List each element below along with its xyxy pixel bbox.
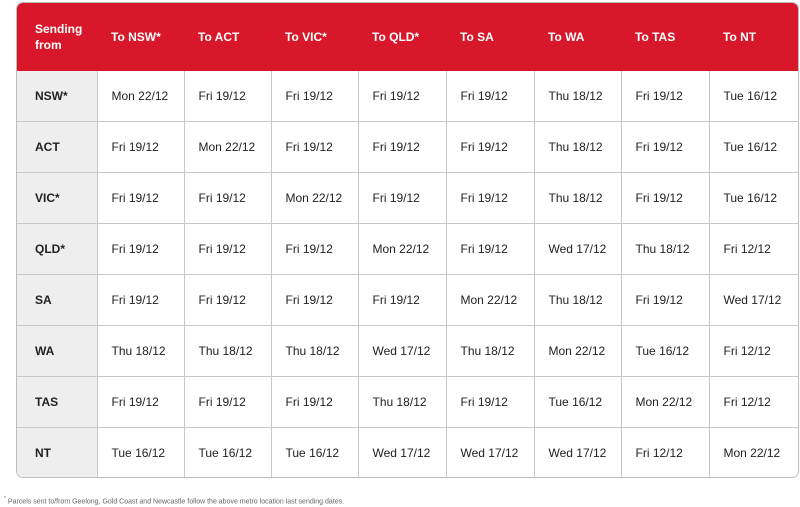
table-cell: Fri 19/12 xyxy=(97,122,184,173)
table-cell: Fri 19/12 xyxy=(184,71,271,122)
table-cell: Fri 19/12 xyxy=(271,224,358,275)
table-cell: Fri 19/12 xyxy=(621,122,709,173)
table-cell: Wed 17/12 xyxy=(534,224,621,275)
table-cell: Tue 16/12 xyxy=(184,428,271,479)
table-cell: Wed 17/12 xyxy=(358,428,446,479)
table-row xyxy=(17,326,798,377)
table-cell: Thu 18/12 xyxy=(534,173,621,224)
table-cell: Fri 12/12 xyxy=(621,428,709,479)
table-cell: Wed 17/12 xyxy=(358,326,446,377)
table-cell: Fri 19/12 xyxy=(358,71,446,122)
header-cell-to-nt: To NT xyxy=(709,3,798,71)
table-cell: Thu 18/12 xyxy=(621,224,709,275)
table-cell: Mon 22/12 xyxy=(621,377,709,428)
table-cell: Tue 16/12 xyxy=(709,122,798,173)
table-cell: Fri 19/12 xyxy=(446,173,534,224)
table-cell: Fri 19/12 xyxy=(184,224,271,275)
table-cell: Fri 19/12 xyxy=(271,71,358,122)
table-cell: Fri 19/12 xyxy=(621,275,709,326)
row-header-act: ACT xyxy=(17,122,97,173)
row-header-nsw: NSW* xyxy=(17,71,97,122)
table-cell: Fri 12/12 xyxy=(709,224,798,275)
table-cell: Tue 16/12 xyxy=(621,326,709,377)
table-cell: Fri 19/12 xyxy=(446,377,534,428)
table-cell: Mon 22/12 xyxy=(534,326,621,377)
header-cell-sending-from: Sending from xyxy=(17,3,97,71)
table-cell: Wed 17/12 xyxy=(446,428,534,479)
table-cell: Fri 19/12 xyxy=(97,173,184,224)
table-cell: Fri 19/12 xyxy=(358,122,446,173)
header-cell-to-wa: To WA xyxy=(534,3,621,71)
table-cell: Fri 19/12 xyxy=(358,275,446,326)
table-row xyxy=(17,122,798,173)
footnote xyxy=(4,496,344,505)
table-cell: Fri 19/12 xyxy=(358,173,446,224)
table-row xyxy=(17,224,798,275)
table-cell: Fri 19/12 xyxy=(621,173,709,224)
row-header-qld: QLD* xyxy=(17,224,97,275)
header-cell-to-vic: To VIC* xyxy=(271,3,358,71)
table-cell: Fri 19/12 xyxy=(271,377,358,428)
table-cell: Fri 19/12 xyxy=(446,224,534,275)
row-header-nt: NT xyxy=(17,428,97,479)
table-cell: Fri 12/12 xyxy=(709,377,798,428)
table-cell: Mon 22/12 xyxy=(446,275,534,326)
table-cell: Tue 16/12 xyxy=(709,71,798,122)
table-cell: Mon 22/12 xyxy=(709,428,798,479)
table-cell: Tue 16/12 xyxy=(709,173,798,224)
header-cell-to-sa: To SA xyxy=(446,3,534,71)
table-cell: Thu 18/12 xyxy=(358,377,446,428)
table-row xyxy=(17,377,798,428)
table-cell: Thu 18/12 xyxy=(534,71,621,122)
sending-dates-table xyxy=(17,3,798,478)
table-cell: Tue 16/12 xyxy=(97,428,184,479)
row-header-sa: SA xyxy=(17,275,97,326)
table-cell: Fri 19/12 xyxy=(184,377,271,428)
table-cell: Thu 18/12 xyxy=(534,275,621,326)
table-cell: Tue 16/12 xyxy=(534,377,621,428)
table-cell: Wed 17/12 xyxy=(709,275,798,326)
table-cell: Thu 18/12 xyxy=(184,326,271,377)
table-cell: Fri 19/12 xyxy=(446,122,534,173)
table-cell: Thu 18/12 xyxy=(97,326,184,377)
table-cell: Fri 19/12 xyxy=(271,275,358,326)
table-cell: Fri 19/12 xyxy=(446,71,534,122)
table-cell: Mon 22/12 xyxy=(271,173,358,224)
table-header-row xyxy=(17,3,798,71)
row-header-vic: VIC* xyxy=(17,173,97,224)
table-cell: Fri 12/12 xyxy=(709,326,798,377)
table-row xyxy=(17,173,798,224)
table-cell: Fri 19/12 xyxy=(621,71,709,122)
table-cell: Mon 22/12 xyxy=(184,122,271,173)
table-cell: Fri 19/12 xyxy=(184,275,271,326)
header-cell-to-nsw: To NSW* xyxy=(97,3,184,71)
footnote-text: Parcels sent to/from Geelong, Gold Coast and Newcastle follow the above metro location last sending dates. xyxy=(7,498,345,506)
table-row xyxy=(17,275,798,326)
header-cell-to-qld: To QLD* xyxy=(358,3,446,71)
header-cell-to-act: To ACT xyxy=(184,3,271,71)
table-cell: Mon 22/12 xyxy=(97,71,184,122)
header-cell-to-tas: To TAS xyxy=(621,3,709,71)
table-cell: Thu 18/12 xyxy=(534,122,621,173)
table-cell: Fri 19/12 xyxy=(271,122,358,173)
table-cell: Thu 18/12 xyxy=(446,326,534,377)
table-row xyxy=(17,428,798,479)
table-cell: Fri 19/12 xyxy=(97,224,184,275)
table-cell: Fri 19/12 xyxy=(97,377,184,428)
table-row xyxy=(17,71,798,122)
table-cell: Thu 18/12 xyxy=(271,326,358,377)
table-cell: Fri 19/12 xyxy=(97,275,184,326)
sending-dates-table-container xyxy=(16,2,799,478)
table-cell: Mon 22/12 xyxy=(358,224,446,275)
row-header-wa: WA xyxy=(17,326,97,377)
table-cell: Fri 19/12 xyxy=(184,173,271,224)
row-header-tas: TAS xyxy=(17,377,97,428)
table-cell: Tue 16/12 xyxy=(271,428,358,479)
footnote-marker: * xyxy=(4,496,6,502)
table-cell: Wed 17/12 xyxy=(534,428,621,479)
